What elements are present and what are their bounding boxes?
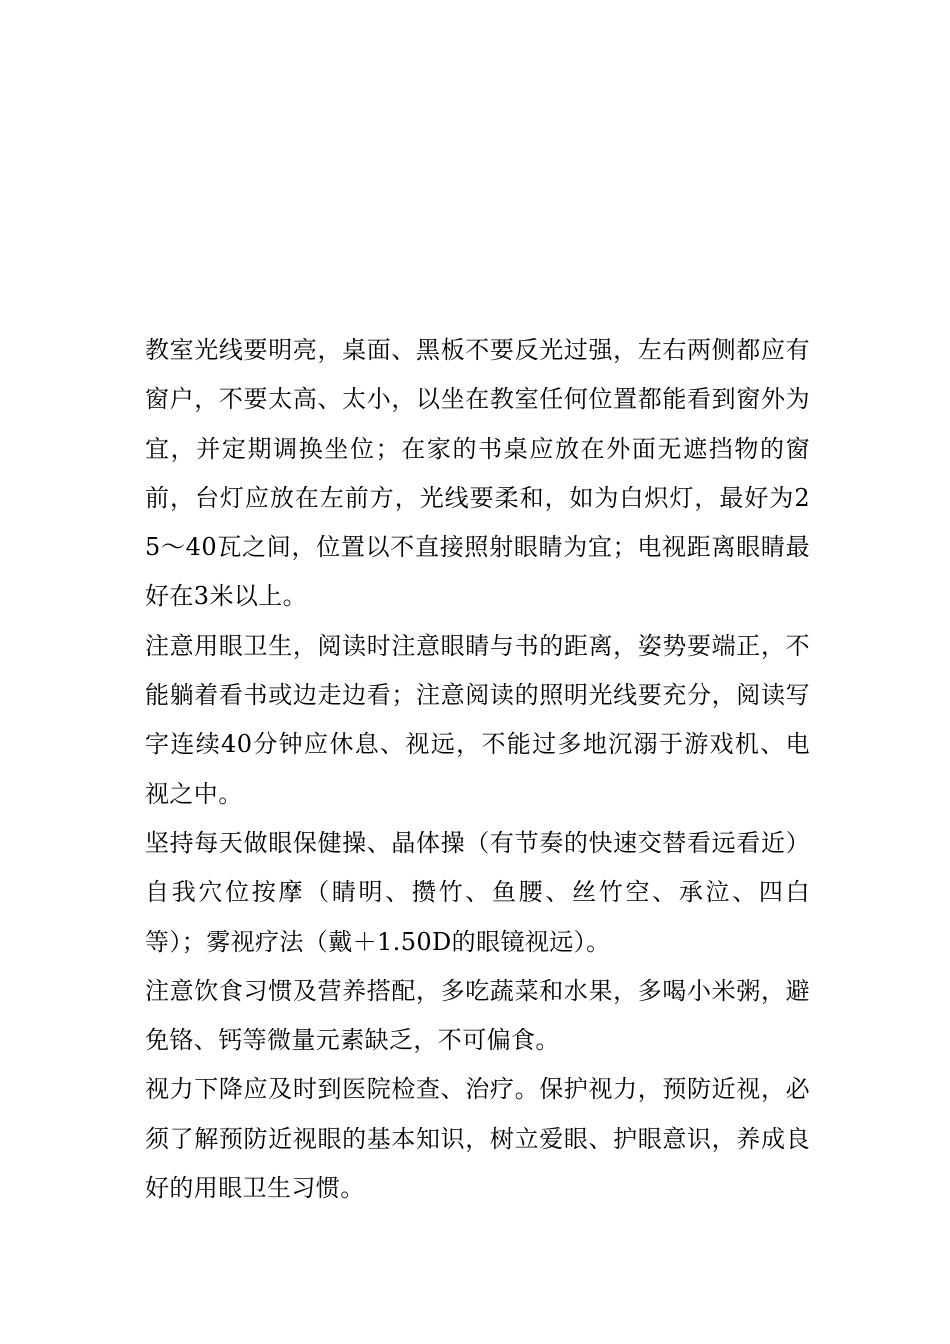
document-body [145, 326, 810, 1213]
paragraph-classroom-lighting: 教室光线要明亮，桌面、黑板不要反光过强，左右两侧都应有窗户，不要太高、太小，以坐在教室任何位置都能看到窗外为宜，并定期调换坐位；在家的书桌应放在外面无遮挡物的窗前，台灯应放在左前方，光线要柔和，如为白炽灯，最好为25～40瓦之间，位置以不直接照射眼睛为宜；电视距离眼睛最好在3米以上。 [145, 336, 810, 611]
paragraph-medical-checkup: 视力下降应及时到医院检查、治疗。保护视力，预防近视，必须了解预防近视眼的基本知识，树立爱眼、护眼意识，养成良好的用眼卫生习惯。 [145, 1075, 810, 1203]
paragraph-eye-exercises: 坚持每天做眼保健操、晶体操（有节奏的快速交替看远看近）自我穴位按摩（睛明、攒竹、鱼腰、丝竹空、承泣、四白等）；雾视疗法（戴＋1.50D的眼镜视远）。 [145, 828, 810, 956]
paragraph-eye-hygiene: 注意用眼卫生，阅读时注意眼睛与书的距离，姿势要端正，不能躺着看书或边走边看；注意阅读的照明光线要充分，阅读写字连续40分钟应休息、视远，不能过多地沉溺于游戏机、电视之中。 [145, 631, 810, 808]
paragraph-diet: 注意饮食习惯及营养搭配，多吃蔬菜和水果，多喝小米粥，避免铬、钙等微量元素缺乏，不可偏食。 [145, 976, 810, 1055]
